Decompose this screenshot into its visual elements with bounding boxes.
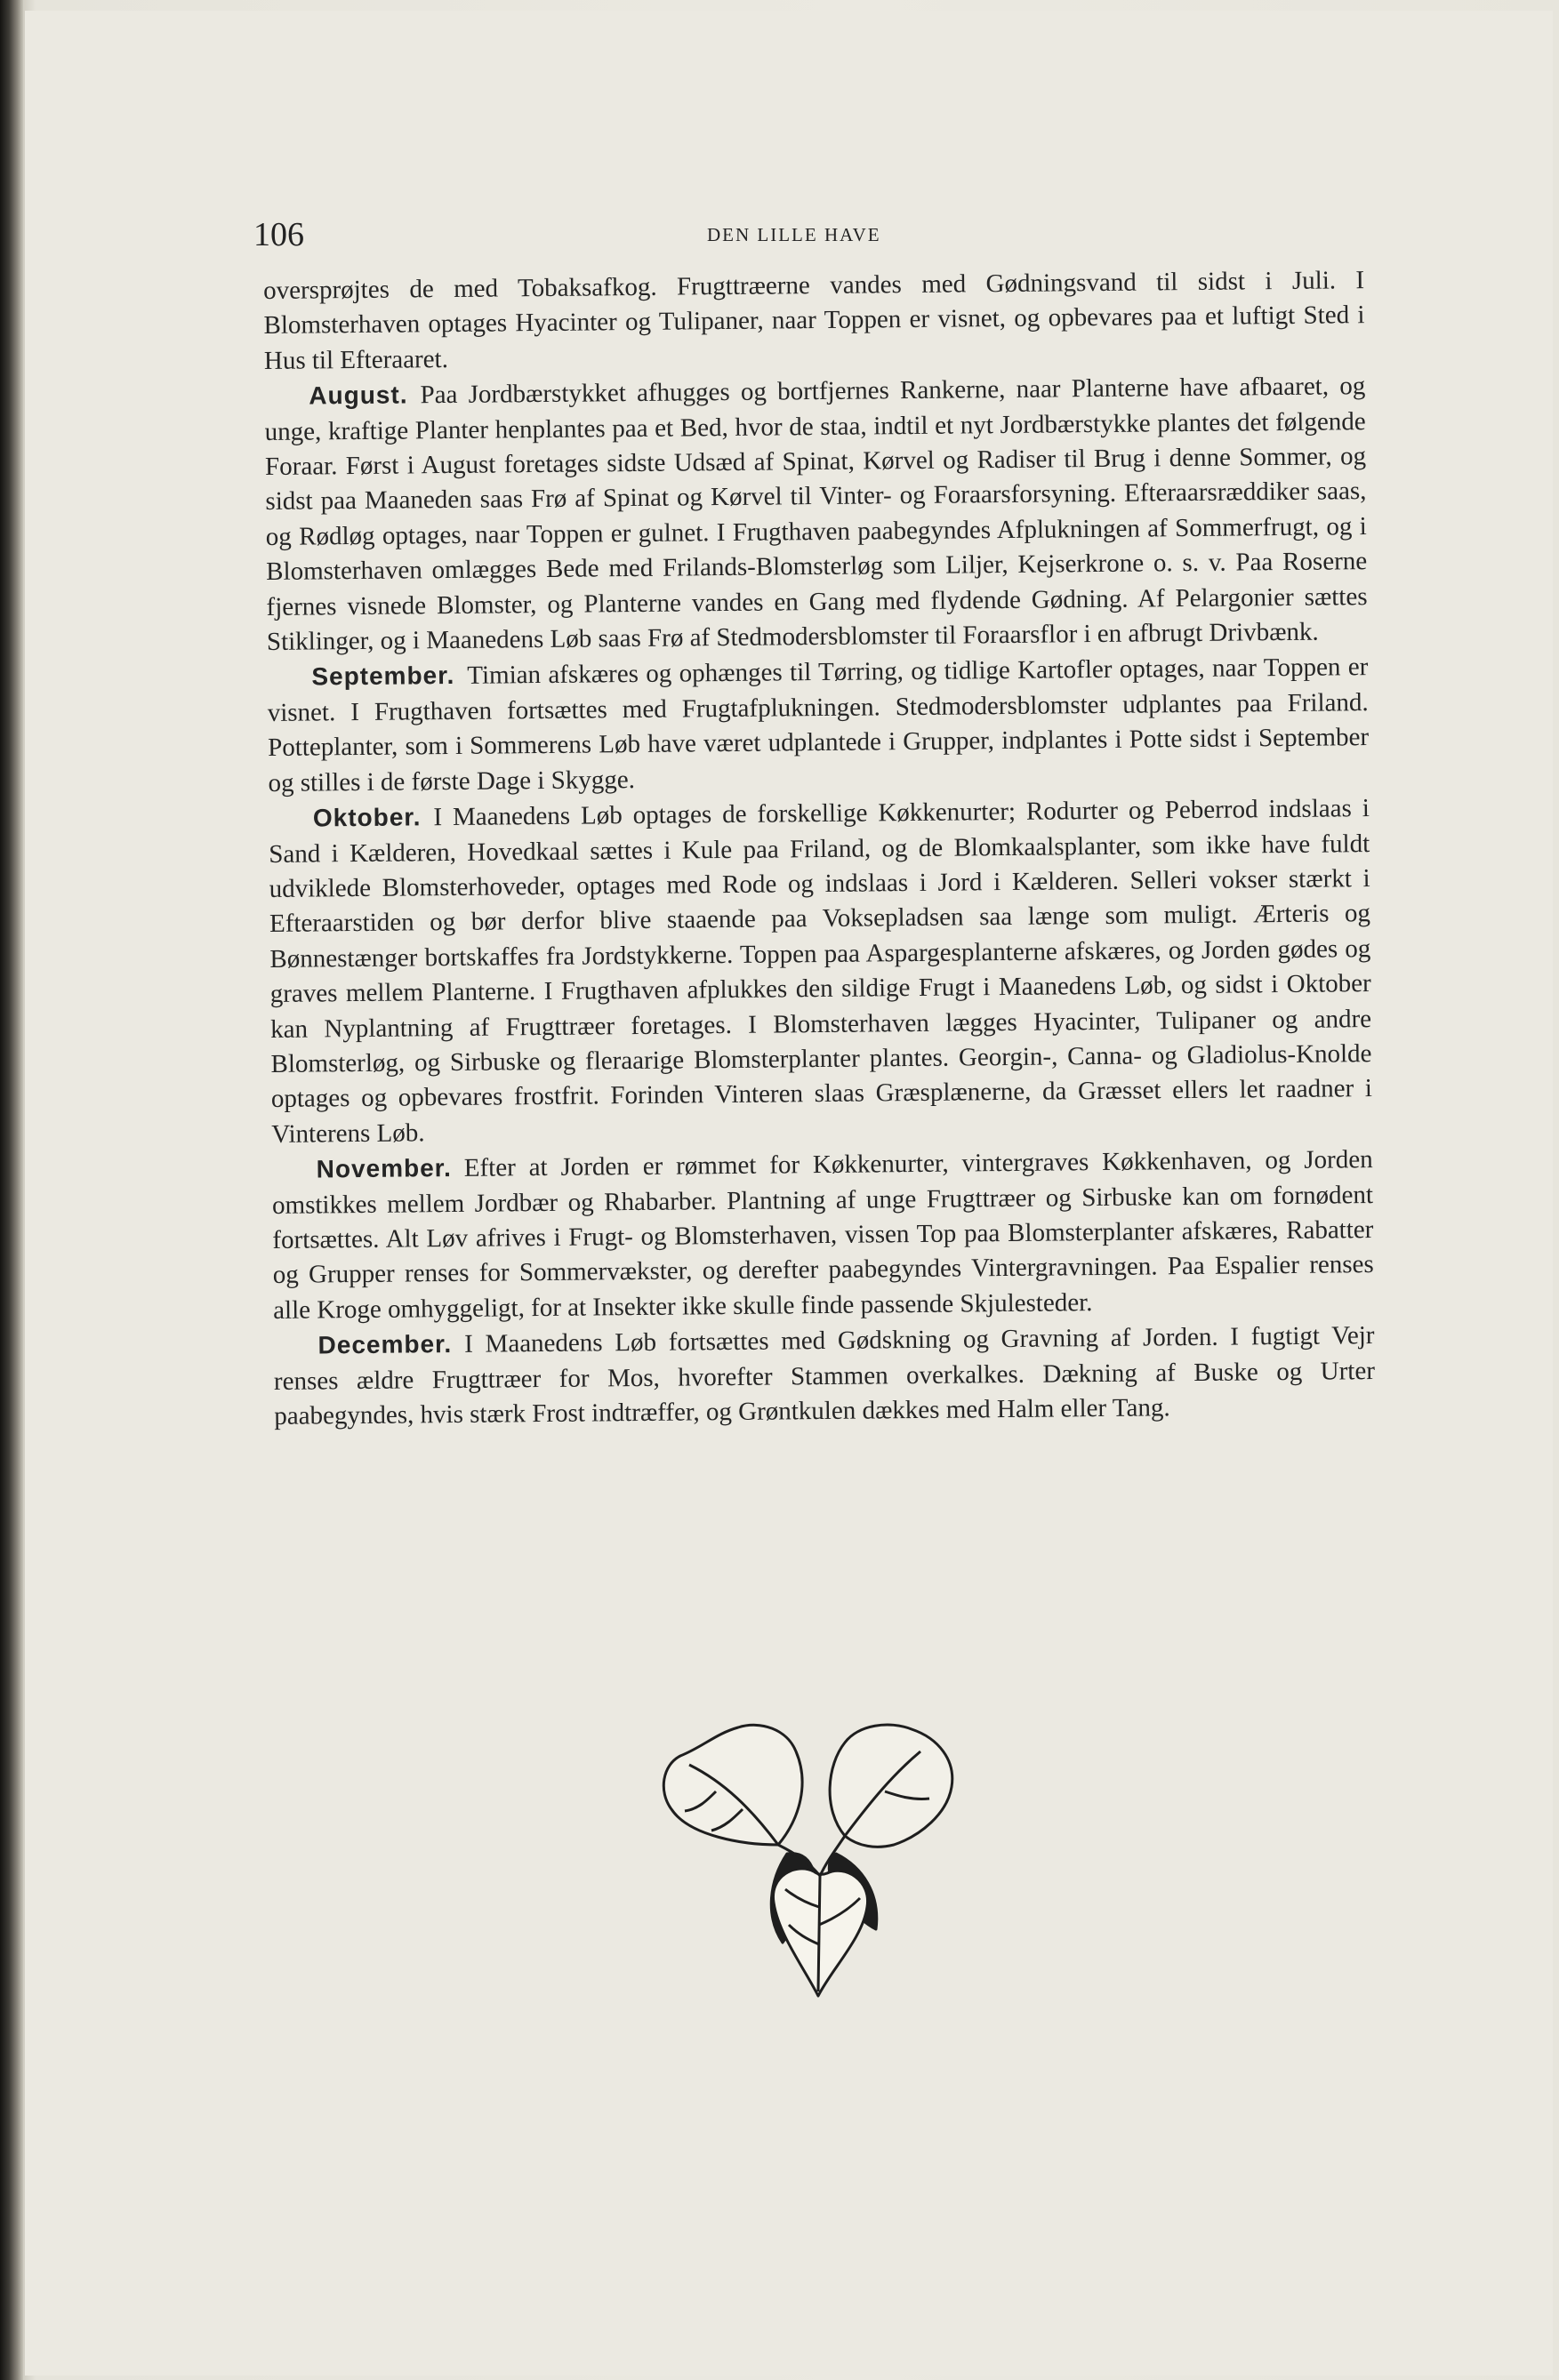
intro-paragraph: oversprøjtes de med Tobaksafkog. Frugttræerne vandes med Gødningsvand til sidst i Juli. I Blomsterhaven optages Hyacinter og Tulipaner, naar Toppen er visnet, og opbevares paa et luftigt Sted i Hus til Efteraaret. xyxy=(263,266,1365,375)
body-text xyxy=(263,263,1375,1434)
book-binding-edge xyxy=(0,0,23,2380)
month-heading-august: August. xyxy=(309,381,408,410)
month-heading-november: November. xyxy=(316,1154,452,1183)
section-oktober xyxy=(269,790,1373,1152)
section-november xyxy=(271,1142,1374,1328)
running-title: DEN LILLE HAVE xyxy=(707,224,881,245)
section-text-oktober: I Maanedens Løb optages de forskellige Køkkenurter; Rodurter og Peberrod indslaas i Sand i Kælderen, Hovedkaal sættes i Kule paa Friland, og de Blomkaalsplanter, som ikke have fuldt udviklede Blomsterhoveder, optages med Rode og indslaas i Jord i Kælderen. Selleri vokser stærkt i Efteraarstiden og bør derfor blive staaende paa Voksepladsen saa længe som muligt. Ærteris og Bønnestænger bortskaffes fra Jordstykkerne. Toppen paa Aspargesplanterne afskæres, og Jorden gødes og graves mellem Planterne. I Frugthaven afplukkes den sildige Frugt i Maanedens Løb, og sidst i Oktober kan Nyplantning af Frugttræer foretages. I Blomsterhaven lægges Hyacinter, Tulipaner og andre Blomsterløg, og Sirbuske og fleraarige Blomsterplanter plantes. Georgin-, Canna- og Gladiolus-Knolde optages og opbevares frostfrit. Forinden Vinteren slaas Græsplænerne, da Græsset ellers let raadner i Vinterens Løb. xyxy=(269,794,1373,1149)
section-text-august: Paa Jordbærstykket afhugges og bortfjernes Rankerne, naar Planterne have afbaaret, og unge, kraftige Planter henplantes paa et Bed, hvor de staa, indtil et nyt Jordbærstykke plantes det følgende Foraar. Først i August foretages sidste Udsæd af Spinat, Kørvel og Radiser til Brug i denne Sommer, og sidst paa Maaneden saas Frø af Spinat og Kørvel til Vinter- og Foraarsforsyning. Efteraarsræddiker saas, og Rødløg optages, naar Toppen er gulnet. I Frugthaven paabegyndes Afplukningen af Sommerfrugt, og i Blomsterhaven omlægges Bede med Frilands-Blomsterløg som Liljer, Kejserkrone o. s. v. Paa Roserne fjernes visnede Blomster, og Planterne vandes en Gang med flydende Gødning. Af Pelargonier sættes Stiklinger, og i Maanedens Løb saas Frø af Stedmodersblomster til Foraarsflor i en afbrugt Drivbænk. xyxy=(264,372,1368,657)
page-number: 106 xyxy=(253,216,304,253)
section-august xyxy=(264,368,1368,660)
section-december xyxy=(273,1318,1375,1434)
month-heading-december: December. xyxy=(317,1330,453,1359)
month-heading-oktober: Oktober. xyxy=(312,803,422,832)
section-text-december: I Maanedens Løb fortsættes med Gødskning og Gravning af Jorden. I fugtigt Vejr renses ældre Frugttræer for Mos, hvorefter Stammen overkalkes. Dækning af Buske og Urter paabegyndes, hvis stærk Frost indtræffer, og Grøntkulen dækkes med Halm eller Tang. xyxy=(273,1321,1376,1430)
leaf-vignette-icon xyxy=(654,1711,974,2014)
section-september xyxy=(267,650,1369,802)
section-text-november: Efter at Jorden er rømmet for Køkkenurter, vintergraves Køkkenhaven, og Jorden omstikkes mellem Jordbær og Rhabarber. Plantning af unge Frugttræer og Sirbuske kan om fornødent fortsættes. Alt Løv afrives i Frugt- og Blomsterhaven, vissen Top paa Blomsterplanter afskæres, Rabatter og Grupper renses for Sommervækster, og derefter paabegyndes Vintergravningen. Paa Espalier renses alle Kroge omhyggeligt, for at Insekter ikke skulle finde passende Skjulesteder. xyxy=(271,1145,1374,1325)
running-head xyxy=(253,215,1374,260)
section-text-september: Timian afskæres og ophænges til Tørring, og tidlige Kartofler optages, naar Toppen er visnet. I Frugthaven fortsættes med Frugtafplukningen. Stedmodersblomster udplantes paa Friland. Potteplanter, som i Sommerens Løb have været udplantede i Grupper, indplantes i Potte sidst i September og stilles i de første Dage i Skygge. xyxy=(267,653,1370,797)
month-heading-september: September. xyxy=(311,661,455,691)
